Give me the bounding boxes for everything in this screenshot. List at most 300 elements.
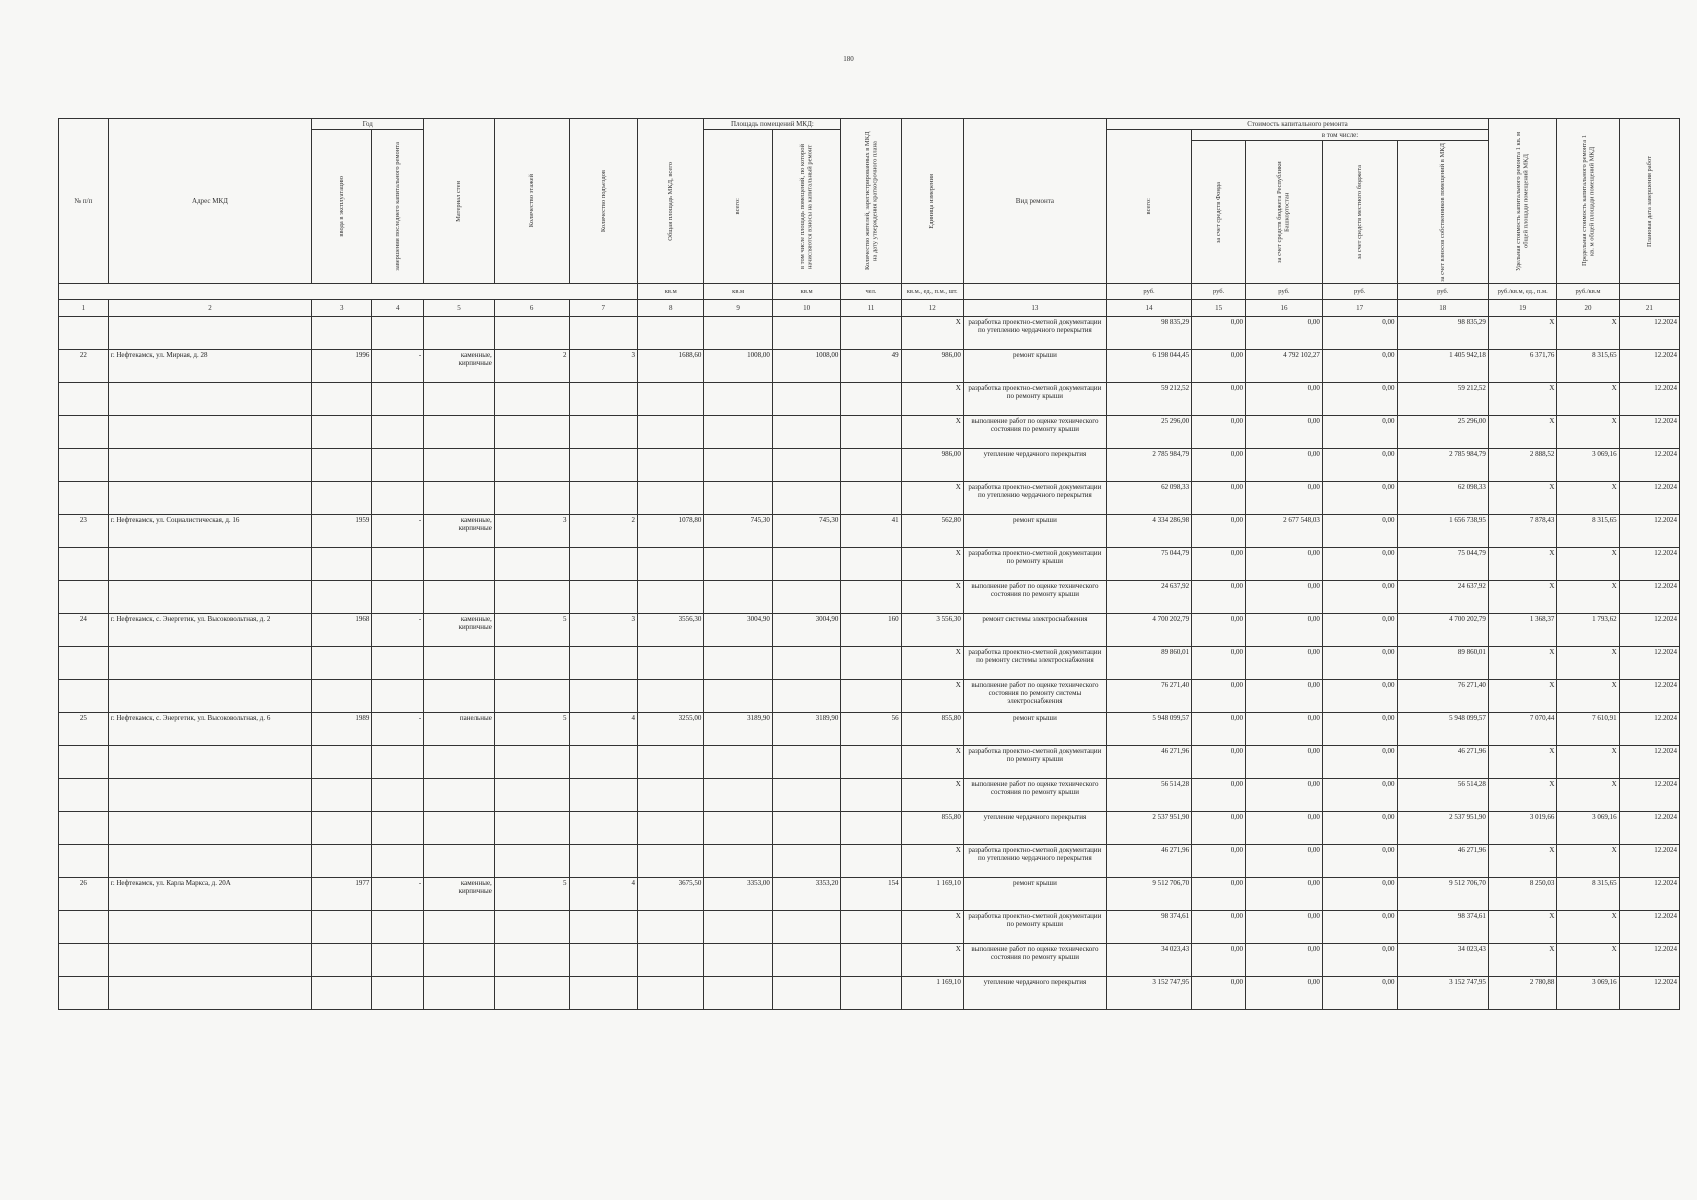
- column-number: 19: [1488, 300, 1556, 317]
- cell-walls: каменные, кирпичные: [424, 878, 495, 911]
- cell-total-area: [638, 944, 704, 977]
- cell-unit: 855,80: [901, 812, 963, 845]
- cell-work-type: ремонт крыши: [963, 713, 1106, 746]
- cell-cost-total: 4 334 286,98: [1107, 515, 1192, 548]
- cell-no: 25: [59, 713, 109, 746]
- table-row: [59, 350, 1680, 383]
- cell-fund: 0,00: [1192, 746, 1246, 779]
- header-total-area: Общая площадь МКД, всего: [638, 119, 704, 284]
- cell-work-type: выполнение работ по оценке технического состояния по ремонту крыши: [963, 779, 1106, 812]
- cell-area: 745,30: [704, 515, 772, 548]
- cell-rb-budget: 0,00: [1246, 779, 1323, 812]
- cell-limit-cost: X: [1557, 482, 1619, 515]
- cell-no: [59, 680, 109, 713]
- cell-unit: X: [901, 680, 963, 713]
- cell-year-built: [312, 317, 372, 350]
- cell-last-repair: [372, 977, 424, 1010]
- cell-total-area: [638, 680, 704, 713]
- cell-residents: 160: [841, 614, 901, 647]
- cell-limit-cost: 8 315,65: [1557, 878, 1619, 911]
- cell-unit: X: [901, 845, 963, 878]
- cell-owners: 46 271,96: [1397, 746, 1488, 779]
- cell-address: [108, 317, 311, 350]
- cell-unit: 986,00: [901, 449, 963, 482]
- cell-specific-cost: X: [1488, 581, 1556, 614]
- cell-entrances: [569, 680, 637, 713]
- cell-last-repair: [372, 911, 424, 944]
- column-number: 14: [1107, 300, 1192, 317]
- cell-work-type: разработка проектно-сметной документации по ремонту крыши: [963, 746, 1106, 779]
- cell-year-built: [312, 977, 372, 1010]
- header-walls: Материал стен: [424, 119, 495, 284]
- cell-floors: [494, 548, 569, 581]
- table-row: [59, 845, 1680, 878]
- cell-year-built: [312, 581, 372, 614]
- cell-plan-date: 12.2024: [1619, 944, 1679, 977]
- cell-residents: 49: [841, 350, 901, 383]
- cell-work-type: ремонт системы электроснабжения: [963, 614, 1106, 647]
- cell-specific-cost: 2 888,52: [1488, 449, 1556, 482]
- header-year-last-repair: завершения последнего капитального ремонта: [372, 130, 424, 284]
- cell-floors: [494, 845, 569, 878]
- cell-rb-budget: 0,00: [1246, 845, 1323, 878]
- header-specific-cost: Удельная стоимость капитального ремонта 1 кв. м общей площади помещений МКД: [1488, 119, 1556, 284]
- cell-total-area: 1688,60: [638, 350, 704, 383]
- cell-total-area: [638, 482, 704, 515]
- cell-limit-cost: 3 069,16: [1557, 977, 1619, 1010]
- cell-limit-cost: X: [1557, 680, 1619, 713]
- page-number: 180: [843, 55, 854, 63]
- cell-unit: X: [901, 944, 963, 977]
- cell-area-fee: [772, 581, 841, 614]
- cell-plan-date: 12.2024: [1619, 581, 1679, 614]
- cell-rb-budget: 0,00: [1246, 548, 1323, 581]
- cell-rb-budget: 0,00: [1246, 911, 1323, 944]
- header-residents: Количество жителей, зарегистрированных в МКД на дату утверждения краткосрочного плана: [841, 119, 901, 284]
- table-row: [59, 977, 1680, 1010]
- cell-address: г. Нефтекамск, ул. Карла Маркса, д. 20А: [108, 878, 311, 911]
- cell-work-type: выполнение работ по оценке технического состояния по ремонту системы электроснабжения: [963, 680, 1106, 713]
- cell-owners: 98 835,29: [1397, 317, 1488, 350]
- header-unit: Единица измерения: [901, 119, 963, 284]
- unit-cell: кв.м: [772, 284, 841, 300]
- cell-walls: каменные, кирпичные: [424, 614, 495, 647]
- cell-fund: 0,00: [1192, 713, 1246, 746]
- cell-walls: [424, 317, 495, 350]
- cell-cost-total: 46 271,96: [1107, 845, 1192, 878]
- cell-address: г. Нефтекамск, с. Энергетик, ул. Высоковольтная, д. 6: [108, 713, 311, 746]
- header-fund: за счет средств Фонда: [1192, 141, 1246, 284]
- cell-work-type: разработка проектно-сметной документации по утеплению чердачного перекрытия: [963, 482, 1106, 515]
- column-number: 16: [1246, 300, 1323, 317]
- cell-plan-date: 12.2024: [1619, 680, 1679, 713]
- cell-specific-cost: 8 250,03: [1488, 878, 1556, 911]
- cell-unit: 1 169,10: [901, 977, 963, 1010]
- cell-fund: 0,00: [1192, 845, 1246, 878]
- cell-walls: [424, 845, 495, 878]
- cell-area-fee: [772, 647, 841, 680]
- cell-owners: 59 212,52: [1397, 383, 1488, 416]
- cell-floors: [494, 977, 569, 1010]
- cell-total-area: [638, 581, 704, 614]
- capital-repair-table: [58, 118, 1680, 1010]
- cell-area-fee: [772, 548, 841, 581]
- cell-year-built: [312, 911, 372, 944]
- cell-owners: 9 512 706,70: [1397, 878, 1488, 911]
- cell-local-budget: 0,00: [1322, 614, 1397, 647]
- column-number: 12: [901, 300, 963, 317]
- cell-last-repair: -: [372, 713, 424, 746]
- cell-owners: 46 271,96: [1397, 845, 1488, 878]
- cell-floors: 5: [494, 713, 569, 746]
- table-row: [59, 317, 1680, 350]
- cell-unit: X: [901, 317, 963, 350]
- cell-year-built: 1996: [312, 350, 372, 383]
- header-cost-total: всего:: [1107, 130, 1192, 284]
- cell-floors: [494, 911, 569, 944]
- cell-specific-cost: 1 368,37: [1488, 614, 1556, 647]
- cell-total-area: 1078,80: [638, 515, 704, 548]
- table-row: [59, 416, 1680, 449]
- cell-plan-date: 12.2024: [1619, 878, 1679, 911]
- cell-year-built: [312, 548, 372, 581]
- cell-limit-cost: 3 069,16: [1557, 449, 1619, 482]
- cell-area: [704, 845, 772, 878]
- cell-address: [108, 977, 311, 1010]
- cell-walls: [424, 812, 495, 845]
- cell-local-budget: 0,00: [1322, 416, 1397, 449]
- cell-walls: [424, 746, 495, 779]
- cell-plan-date: 12.2024: [1619, 647, 1679, 680]
- cell-last-repair: [372, 383, 424, 416]
- cell-residents: [841, 647, 901, 680]
- cell-residents: [841, 416, 901, 449]
- header-incl-group: в том числе:: [1192, 130, 1489, 141]
- cell-local-budget: 0,00: [1322, 944, 1397, 977]
- cell-rb-budget: 0,00: [1246, 878, 1323, 911]
- cell-residents: [841, 680, 901, 713]
- cell-fund: 0,00: [1192, 680, 1246, 713]
- cell-area: 3353,00: [704, 878, 772, 911]
- cell-cost-total: 5 948 099,57: [1107, 713, 1192, 746]
- cell-residents: [841, 317, 901, 350]
- table-body: [59, 317, 1680, 1010]
- column-number: 18: [1397, 300, 1488, 317]
- header-work-type: Вид ремонта: [963, 119, 1106, 284]
- cell-unit: 3 556,30: [901, 614, 963, 647]
- cell-limit-cost: X: [1557, 911, 1619, 944]
- cell-area: 3189,90: [704, 713, 772, 746]
- cell-no: [59, 647, 109, 680]
- cell-address: [108, 911, 311, 944]
- column-number: 10: [772, 300, 841, 317]
- cell-owners: 25 296,00: [1397, 416, 1488, 449]
- cell-cost-total: 89 860,01: [1107, 647, 1192, 680]
- cell-total-area: [638, 977, 704, 1010]
- cell-last-repair: [372, 548, 424, 581]
- cell-cost-total: 62 098,33: [1107, 482, 1192, 515]
- cell-specific-cost: X: [1488, 647, 1556, 680]
- cell-limit-cost: 1 793,62: [1557, 614, 1619, 647]
- cell-year-built: 1968: [312, 614, 372, 647]
- cell-last-repair: -: [372, 878, 424, 911]
- header-year-built: ввода в эксплуатацию: [312, 130, 372, 284]
- cell-entrances: 2: [569, 515, 637, 548]
- cell-year-built: [312, 812, 372, 845]
- cell-total-area: 3556,30: [638, 614, 704, 647]
- cell-no: [59, 779, 109, 812]
- cell-residents: [841, 449, 901, 482]
- cell-area: 3004,90: [704, 614, 772, 647]
- cell-specific-cost: 2 780,88: [1488, 977, 1556, 1010]
- cell-floors: [494, 317, 569, 350]
- cell-rb-budget: 0,00: [1246, 614, 1323, 647]
- cell-area: [704, 581, 772, 614]
- cell-local-budget: 0,00: [1322, 878, 1397, 911]
- cell-walls: [424, 977, 495, 1010]
- cell-entrances: 4: [569, 713, 637, 746]
- cell-residents: [841, 977, 901, 1010]
- cell-cost-total: 3 152 747,95: [1107, 977, 1192, 1010]
- unit-spacer: [1619, 284, 1679, 300]
- cell-walls: каменные, кирпичные: [424, 515, 495, 548]
- cell-plan-date: 12.2024: [1619, 713, 1679, 746]
- cell-entrances: [569, 779, 637, 812]
- cell-rb-budget: 0,00: [1246, 416, 1323, 449]
- cell-residents: [841, 812, 901, 845]
- cell-specific-cost: X: [1488, 746, 1556, 779]
- cell-limit-cost: X: [1557, 779, 1619, 812]
- cell-limit-cost: X: [1557, 581, 1619, 614]
- cell-no: [59, 482, 109, 515]
- cell-work-type: разработка проектно-сметной документации по утеплению чердачного перекрытия: [963, 317, 1106, 350]
- cell-specific-cost: X: [1488, 383, 1556, 416]
- cell-entrances: [569, 746, 637, 779]
- table-row: [59, 581, 1680, 614]
- cell-area: [704, 647, 772, 680]
- header-owners: за счет взносов собственников помещений в МКД: [1397, 141, 1488, 284]
- cell-floors: 2: [494, 350, 569, 383]
- cell-last-repair: [372, 680, 424, 713]
- cell-last-repair: [372, 746, 424, 779]
- cell-local-budget: 0,00: [1322, 647, 1397, 680]
- cell-entrances: [569, 812, 637, 845]
- column-number: 21: [1619, 300, 1679, 317]
- cell-local-budget: 0,00: [1322, 449, 1397, 482]
- cell-no: [59, 911, 109, 944]
- cell-limit-cost: X: [1557, 944, 1619, 977]
- cell-unit: X: [901, 647, 963, 680]
- cell-entrances: [569, 416, 637, 449]
- cell-local-budget: 0,00: [1322, 317, 1397, 350]
- cell-residents: [841, 746, 901, 779]
- cell-local-budget: 0,00: [1322, 548, 1397, 581]
- unit-cell: руб./кв.м: [1557, 284, 1619, 300]
- cell-no: [59, 317, 109, 350]
- cell-rb-budget: 0,00: [1246, 383, 1323, 416]
- column-number: 9: [704, 300, 772, 317]
- cell-address: [108, 581, 311, 614]
- cell-work-type: утепление чердачного перекрытия: [963, 977, 1106, 1010]
- column-number: 15: [1192, 300, 1246, 317]
- cell-year-built: [312, 383, 372, 416]
- unit-cell: руб.: [1192, 284, 1246, 300]
- unit-cell: руб.: [1107, 284, 1192, 300]
- cell-walls: панельные: [424, 713, 495, 746]
- cell-walls: [424, 482, 495, 515]
- unit-cell: чел.: [841, 284, 901, 300]
- cell-plan-date: 12.2024: [1619, 845, 1679, 878]
- capital-repair-table-container: [58, 118, 1680, 1010]
- table-row: [59, 944, 1680, 977]
- cell-work-type: разработка проектно-сметной документации по ремонту крыши: [963, 383, 1106, 416]
- cell-area: [704, 383, 772, 416]
- cell-residents: [841, 779, 901, 812]
- cell-plan-date: 12.2024: [1619, 548, 1679, 581]
- cell-entrances: [569, 944, 637, 977]
- cell-area-fee: [772, 911, 841, 944]
- cell-fund: 0,00: [1192, 779, 1246, 812]
- cell-entrances: [569, 647, 637, 680]
- cell-last-repair: [372, 482, 424, 515]
- cell-no: 24: [59, 614, 109, 647]
- cell-floors: 5: [494, 614, 569, 647]
- cell-owners: 62 098,33: [1397, 482, 1488, 515]
- cell-walls: [424, 581, 495, 614]
- header-year-group: Год: [312, 119, 424, 130]
- unit-spacer: [963, 284, 1106, 300]
- cell-no: 26: [59, 878, 109, 911]
- cell-fund: 0,00: [1192, 449, 1246, 482]
- cell-work-type: ремонт крыши: [963, 878, 1106, 911]
- cell-entrances: [569, 548, 637, 581]
- cell-year-built: [312, 680, 372, 713]
- cell-last-repair: [372, 647, 424, 680]
- cell-cost-total: 98 835,29: [1107, 317, 1192, 350]
- cell-no: [59, 581, 109, 614]
- column-number: 7: [569, 300, 637, 317]
- cell-work-type: разработка проектно-сметной документации по ремонту системы электроснабжения: [963, 647, 1106, 680]
- cell-entrances: [569, 449, 637, 482]
- cell-entrances: 3: [569, 350, 637, 383]
- cell-fund: 0,00: [1192, 515, 1246, 548]
- cell-specific-cost: 3 019,66: [1488, 812, 1556, 845]
- cell-year-built: [312, 944, 372, 977]
- cell-area-fee: [772, 779, 841, 812]
- cell-limit-cost: X: [1557, 383, 1619, 416]
- cell-area-fee: [772, 746, 841, 779]
- cell-area-fee: [772, 812, 841, 845]
- cell-fund: 0,00: [1192, 944, 1246, 977]
- cell-no: 23: [59, 515, 109, 548]
- cell-work-type: выполнение работ по оценке технического состояния по ремонту крыши: [963, 944, 1106, 977]
- cell-total-area: [638, 779, 704, 812]
- cell-work-type: ремонт крыши: [963, 515, 1106, 548]
- cell-entrances: [569, 482, 637, 515]
- cell-walls: [424, 779, 495, 812]
- cell-walls: [424, 416, 495, 449]
- column-number: 5: [424, 300, 495, 317]
- cell-plan-date: 12.2024: [1619, 779, 1679, 812]
- cell-area-fee: [772, 383, 841, 416]
- cell-owners: 75 044,79: [1397, 548, 1488, 581]
- cell-owners: 1 405 942,18: [1397, 350, 1488, 383]
- column-number: 20: [1557, 300, 1619, 317]
- cell-year-built: [312, 416, 372, 449]
- cell-area: [704, 482, 772, 515]
- cell-total-area: [638, 449, 704, 482]
- cell-address: [108, 548, 311, 581]
- cell-work-type: разработка проектно-сметной документации по ремонту крыши: [963, 911, 1106, 944]
- cell-cost-total: 98 374,61: [1107, 911, 1192, 944]
- cell-fund: 0,00: [1192, 878, 1246, 911]
- cell-specific-cost: X: [1488, 680, 1556, 713]
- table-row: [59, 548, 1680, 581]
- cell-year-built: [312, 449, 372, 482]
- cell-walls: [424, 911, 495, 944]
- cell-floors: 5: [494, 878, 569, 911]
- cell-plan-date: 12.2024: [1619, 614, 1679, 647]
- cell-plan-date: 12.2024: [1619, 911, 1679, 944]
- cell-year-built: [312, 746, 372, 779]
- cell-owners: 3 152 747,95: [1397, 977, 1488, 1010]
- cell-area: [704, 944, 772, 977]
- cell-work-type: утепление чердачного перекрытия: [963, 812, 1106, 845]
- cell-last-repair: -: [372, 350, 424, 383]
- header-area-total: всего:: [704, 130, 772, 284]
- cell-limit-cost: 7 610,91: [1557, 713, 1619, 746]
- cell-rb-budget: 0,00: [1246, 581, 1323, 614]
- cell-limit-cost: 8 315,65: [1557, 515, 1619, 548]
- cell-local-budget: 0,00: [1322, 515, 1397, 548]
- cell-entrances: [569, 911, 637, 944]
- cell-entrances: 4: [569, 878, 637, 911]
- cell-total-area: [638, 746, 704, 779]
- cell-specific-cost: X: [1488, 317, 1556, 350]
- cell-walls: [424, 647, 495, 680]
- cell-area: [704, 548, 772, 581]
- cell-owners: 24 637,92: [1397, 581, 1488, 614]
- cell-unit: 562,80: [901, 515, 963, 548]
- cell-area: [704, 779, 772, 812]
- unit-cell: кв.м., ед., п.м., шт.: [901, 284, 963, 300]
- cell-no: [59, 416, 109, 449]
- cell-address: [108, 416, 311, 449]
- cell-plan-date: 12.2024: [1619, 416, 1679, 449]
- cell-limit-cost: X: [1557, 548, 1619, 581]
- cell-last-repair: [372, 449, 424, 482]
- cell-year-built: [312, 845, 372, 878]
- cell-owners: 56 514,28: [1397, 779, 1488, 812]
- cell-local-budget: 0,00: [1322, 482, 1397, 515]
- cell-cost-total: 75 044,79: [1107, 548, 1192, 581]
- cell-fund: 0,00: [1192, 350, 1246, 383]
- column-number: 3: [312, 300, 372, 317]
- column-number: 6: [494, 300, 569, 317]
- cell-residents: [841, 581, 901, 614]
- cell-limit-cost: X: [1557, 416, 1619, 449]
- cell-local-budget: 0,00: [1322, 977, 1397, 1010]
- cell-specific-cost: X: [1488, 548, 1556, 581]
- cell-total-area: [638, 416, 704, 449]
- cell-total-area: [638, 812, 704, 845]
- cell-work-type: разработка проектно-сметной документации по ремонту крыши: [963, 548, 1106, 581]
- cell-owners: 76 271,40: [1397, 680, 1488, 713]
- cell-address: [108, 383, 311, 416]
- cell-limit-cost: X: [1557, 647, 1619, 680]
- cell-area-fee: [772, 977, 841, 1010]
- header-local-budget: за счет средств местного бюджета: [1322, 141, 1397, 284]
